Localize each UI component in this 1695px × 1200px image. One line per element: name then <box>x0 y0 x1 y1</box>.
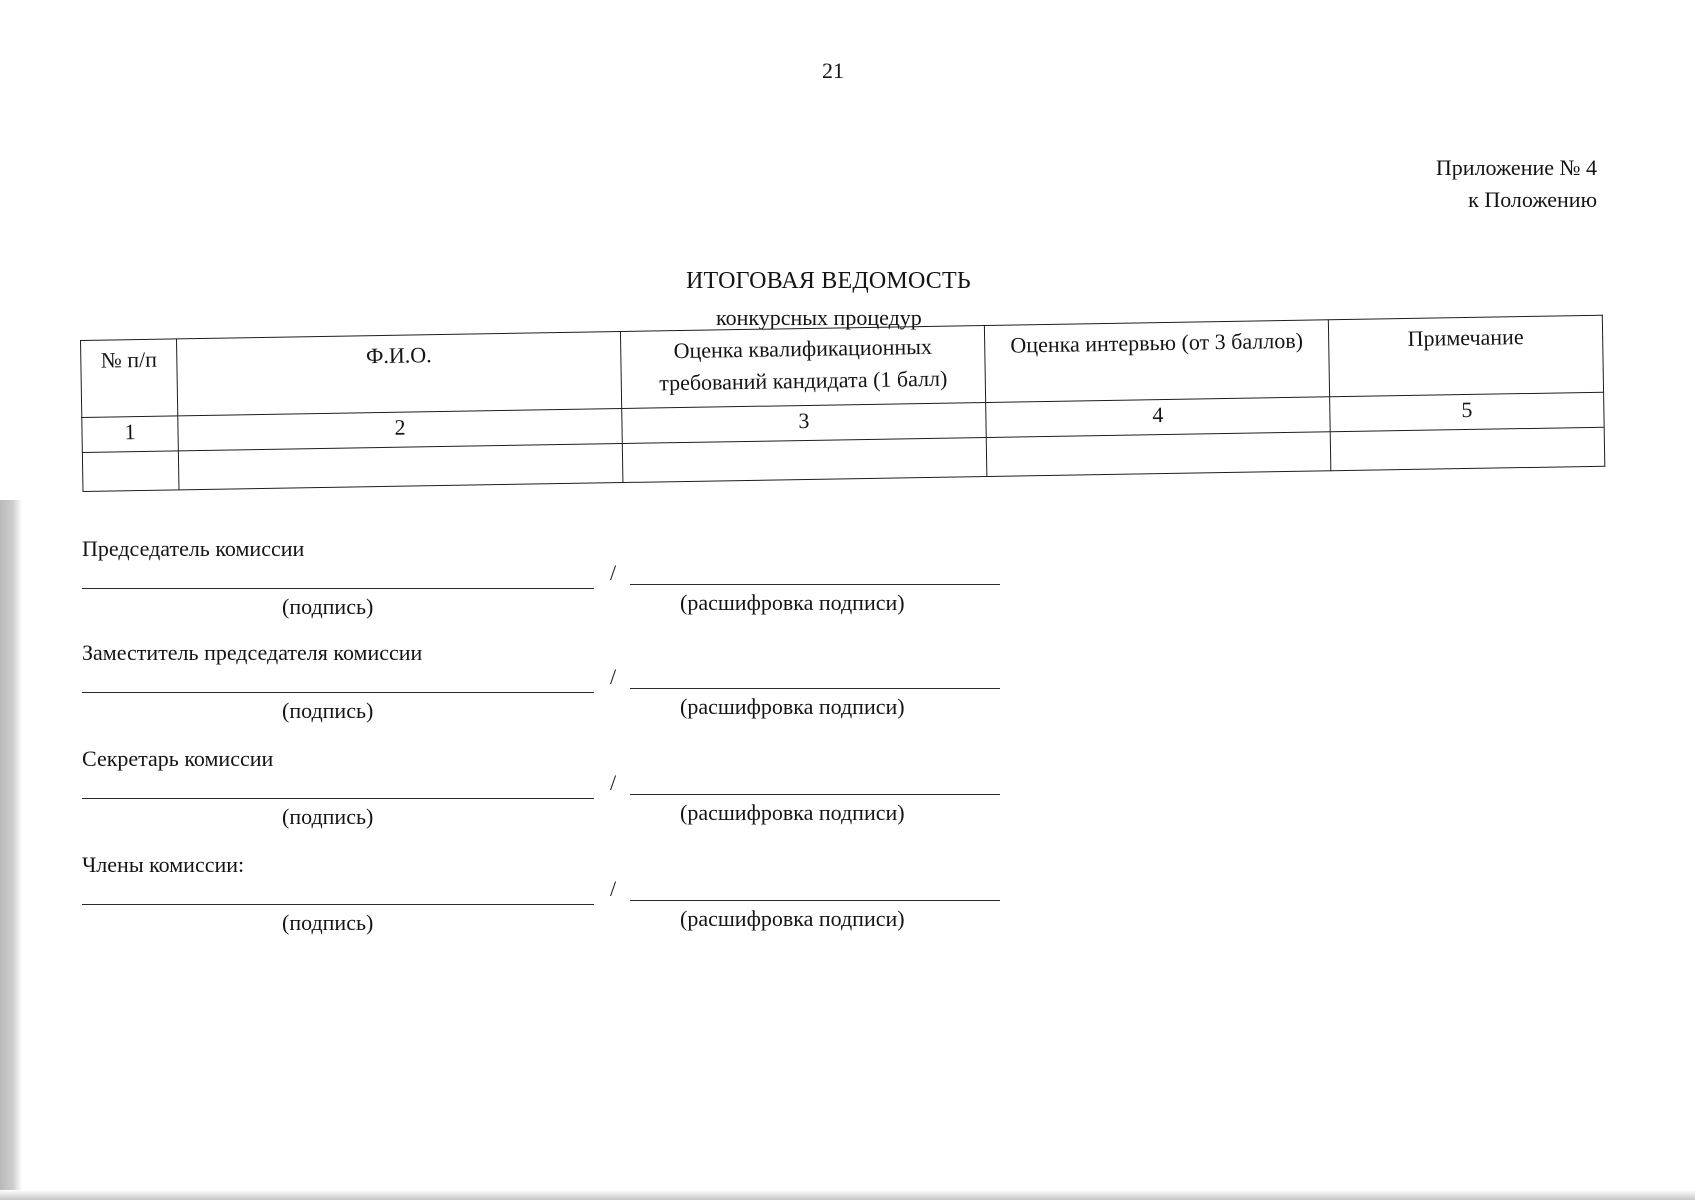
signature-caption: (подпись) <box>282 594 374 619</box>
column-number: 1 <box>82 416 179 453</box>
signature-caption: (подпись) <box>282 698 374 723</box>
signature-secretary <box>82 746 1022 846</box>
results-table-container <box>80 315 1604 492</box>
column-number: 2 <box>178 409 623 451</box>
slash-separator: / <box>610 876 617 901</box>
signature-line <box>82 588 594 589</box>
signature-caption: (подпись) <box>282 804 374 829</box>
table-cell <box>1330 427 1605 471</box>
name-caption: (расшифровка подписи) <box>680 800 905 825</box>
column-number: 3 <box>622 402 987 443</box>
appendix-line-2: к Положению <box>1468 187 1597 212</box>
header-interview-score: Оценка интервью (от 3 баллов) <box>984 320 1329 403</box>
document-title: ИТОГОВАЯ ВЕДОМОСТЬ <box>686 268 971 294</box>
signature-role: Председатель комиссии <box>82 536 305 561</box>
page-number: 21 <box>822 58 844 83</box>
name-line <box>630 900 1000 901</box>
header-number: № п/п <box>81 339 178 418</box>
document-subtitle: конкурсных процедур <box>716 305 922 330</box>
name-line <box>630 688 1000 689</box>
appendix-line-1: Приложение № 4 <box>1435 155 1597 180</box>
signature-chairman <box>82 536 1022 636</box>
table-cell <box>622 437 987 482</box>
scan-bottom-shadow <box>0 1190 1695 1200</box>
signature-deputy-chairman <box>82 640 1022 740</box>
table-cell <box>178 444 623 490</box>
column-number: 4 <box>986 397 1331 438</box>
slash-separator: / <box>610 770 617 795</box>
signature-caption: (подпись) <box>282 910 374 935</box>
header-note: Примечание <box>1328 315 1603 397</box>
signature-role: Секретарь комиссии <box>82 746 274 771</box>
signature-line <box>82 692 594 693</box>
signature-role: Члены комиссии: <box>82 852 245 877</box>
signature-members <box>82 852 1022 952</box>
scan-edge-shadow <box>0 500 22 1200</box>
header-full-name: Ф.И.О. <box>176 332 621 416</box>
name-caption: (расшифровка подписи) <box>680 906 905 931</box>
signature-line <box>82 798 594 799</box>
column-number: 5 <box>1330 392 1605 432</box>
name-caption: (расшифровка подписи) <box>680 694 905 719</box>
signature-role: Заместитель председателя комиссии <box>82 640 423 665</box>
results-table <box>80 315 1605 492</box>
header-qualification-score: Оценка квалификационных требований кандидата (1 балл) <box>620 326 985 409</box>
table-cell <box>82 451 179 492</box>
slash-separator: / <box>610 664 617 689</box>
appendix-reference <box>1436 152 1597 216</box>
signature-line <box>82 904 594 905</box>
name-line <box>630 794 1000 795</box>
table-cell <box>986 432 1331 477</box>
slash-separator: / <box>610 560 617 585</box>
name-caption: (расшифровка подписи) <box>680 590 905 615</box>
name-line <box>630 584 1000 585</box>
